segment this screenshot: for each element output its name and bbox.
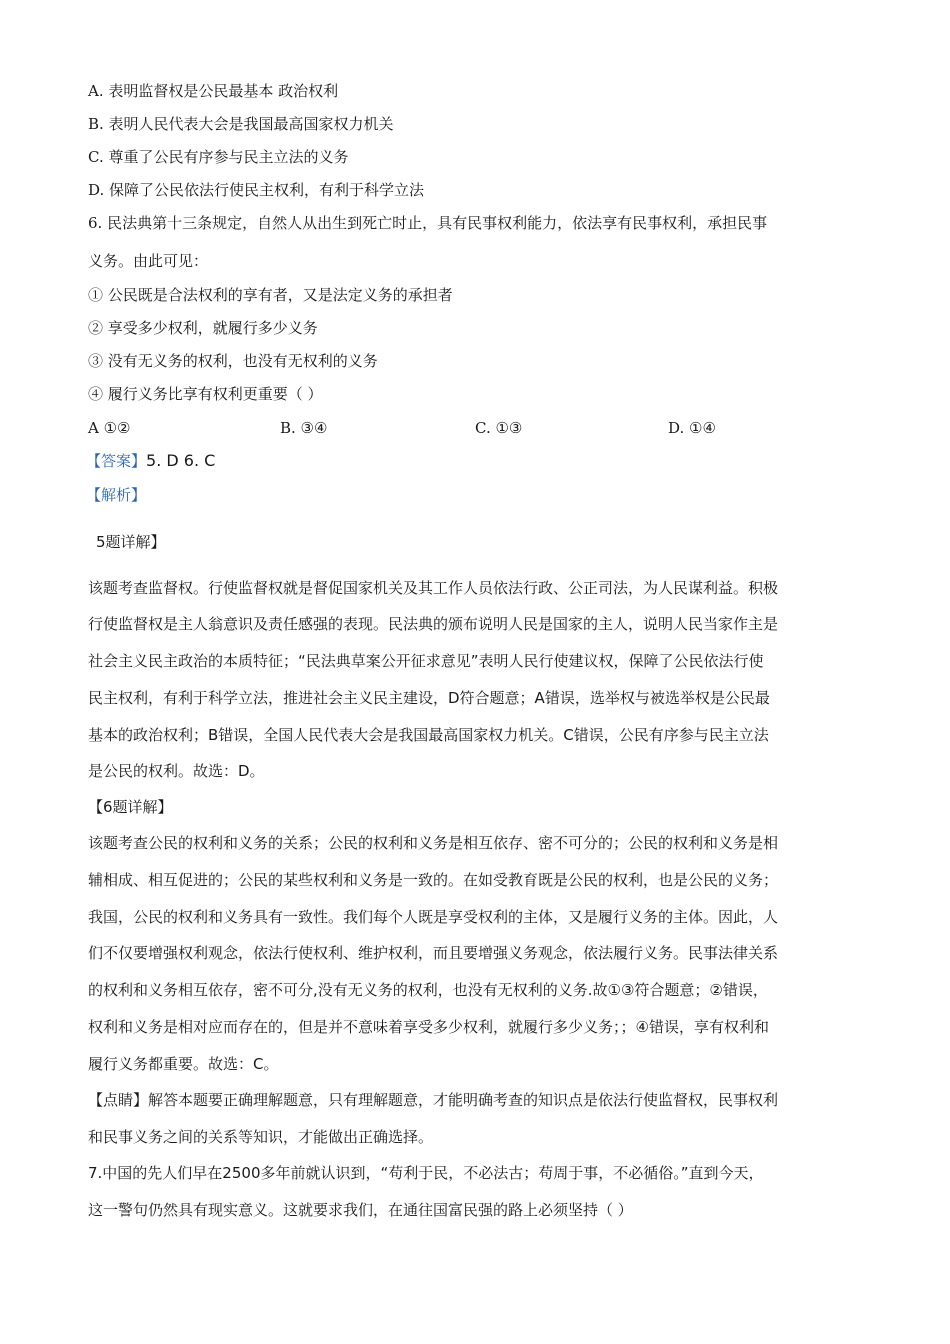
q6-option-c: C. ①③ <box>475 419 523 437</box>
q7-line-1: 7.中国的先人们早在2500多年前就认识到，“苟利于民，不必法古；苟周于事，不必循俗。”直到今天， <box>88 1164 764 1182</box>
q7-line-2: 这一警句仍然具有现实意义。这就要求我们，在通往国富民强的路上必须坚持（ ） <box>88 1201 633 1219</box>
q6-statement-2: ② 享受多少权利，就履行多少义务 <box>88 319 318 337</box>
dianjing-line-2: 和民事义务之间的关系等知识，才能做出正确选择。 <box>88 1128 434 1146</box>
q6-statement-3: ③ 没有无义务的权利，也没有无权利的义务 <box>88 352 378 370</box>
answer-line <box>86 450 215 472</box>
q6-stem-line-1: 6. 民法典第十三条规定，自然人从出生到死亡时止，具有民事权利能力，依法享有民事权利，承担民事 <box>88 214 768 232</box>
analysis-tag: 【解析】 <box>86 486 147 504</box>
q5-option-d: D. 保障了公民依法行使民主权利，有利于科学立法 <box>88 181 425 199</box>
q6-statement-4: ④ 履行义务比享有权利更重要（ ） <box>88 385 323 403</box>
detail6-line-6: 权利和义务是相对应而存在的，但是并不意味着享受多少权利，就履行多少义务；；④错误，享有权利和 <box>88 1018 769 1036</box>
dianjing-line-1: 【点睛】解答本题要正确理解题意，只有理解题意，才能明确考查的知识点是依法行使监督权，民事权利 <box>88 1091 779 1109</box>
detail6-line-2: 辅相成、相互促进的；公民的某些权利和义务是一致的。在如受教育既是公民的权利，也是公民的义务； <box>88 871 779 889</box>
q6-stem-line-2: 义务。由此可见： <box>88 252 209 270</box>
detail6-line-7: 履行义务都重要。故选：C。 <box>88 1055 279 1073</box>
detail6-line-1: 该题考查公民的权利和义务的关系；公民的权利和义务是相互依存、密不可分的；公民的权利和义务是相 <box>88 834 779 852</box>
detail6-line-3: 我国，公民的权利和义务具有一致性。我们每个人既是享受权利的主体，又是履行义务的主体。因此，人 <box>88 908 779 926</box>
detail6-heading: 【6题详解】 <box>88 798 173 816</box>
detail5-heading: 5题详解】 <box>96 533 166 551</box>
q6-option-d: D. ①④ <box>668 419 716 437</box>
detail5-line-2: 行使监督权是主人翁意识及责任感强的表现。民法典的颁布说明人民是国家的主人，说明人民当家作主是 <box>88 615 779 633</box>
detail5-line-1: 该题考查监督权。行使监督权就是督促国家机关及其工作人员依法行政、公正司法，为人民谋利益。积极 <box>88 579 779 597</box>
q6-statement-1: ① 公民既是合法权利的享有者，又是法定义务的承担者 <box>88 286 453 304</box>
detail5-line-4: 民主权利，有利于科学立法，推进社会主义民主建设，D符合题意；A错误，选举权与被选举权是公民最 <box>88 689 770 707</box>
q5-option-c: C. 尊重了公民有序参与民主立法的义务 <box>88 148 349 166</box>
detail5-line-6: 是公民的权利。故选：D。 <box>88 762 265 780</box>
detail6-line-5: 的权利和义务相互依存，密不可分,没有无义务的权利，也没有无权利的义务.故①③符合题意；②错误， <box>88 981 768 999</box>
q6-option-b: B. ③④ <box>280 419 328 437</box>
answer-tag: 【答案】 <box>86 452 147 470</box>
q6-option-a: A ①② <box>88 419 131 437</box>
detail5-line-3: 社会主义民主政治的本质特征；“民法典草案公开征求意见”表明人民行使建议权，保障了公民依法行使 <box>88 652 764 670</box>
answer-text: 5. D 6. C <box>146 451 216 470</box>
detail5-line-5: 基本的政治权利；B错误，全国人民代表大会是我国最高国家权力机关。C错误，公民有序参与民主立法 <box>88 726 769 744</box>
q5-option-b: B. 表明人民代表大会是我国最高国家权力机关 <box>88 115 394 133</box>
q5-option-a: A. 表明监督权是公民最基本 政治权利 <box>88 82 339 100</box>
detail6-line-4: 们不仅要增强权利观念，依法行使权利、维护权利，而且要增强义务观念，依法履行义务。民事法律关系 <box>88 944 779 962</box>
